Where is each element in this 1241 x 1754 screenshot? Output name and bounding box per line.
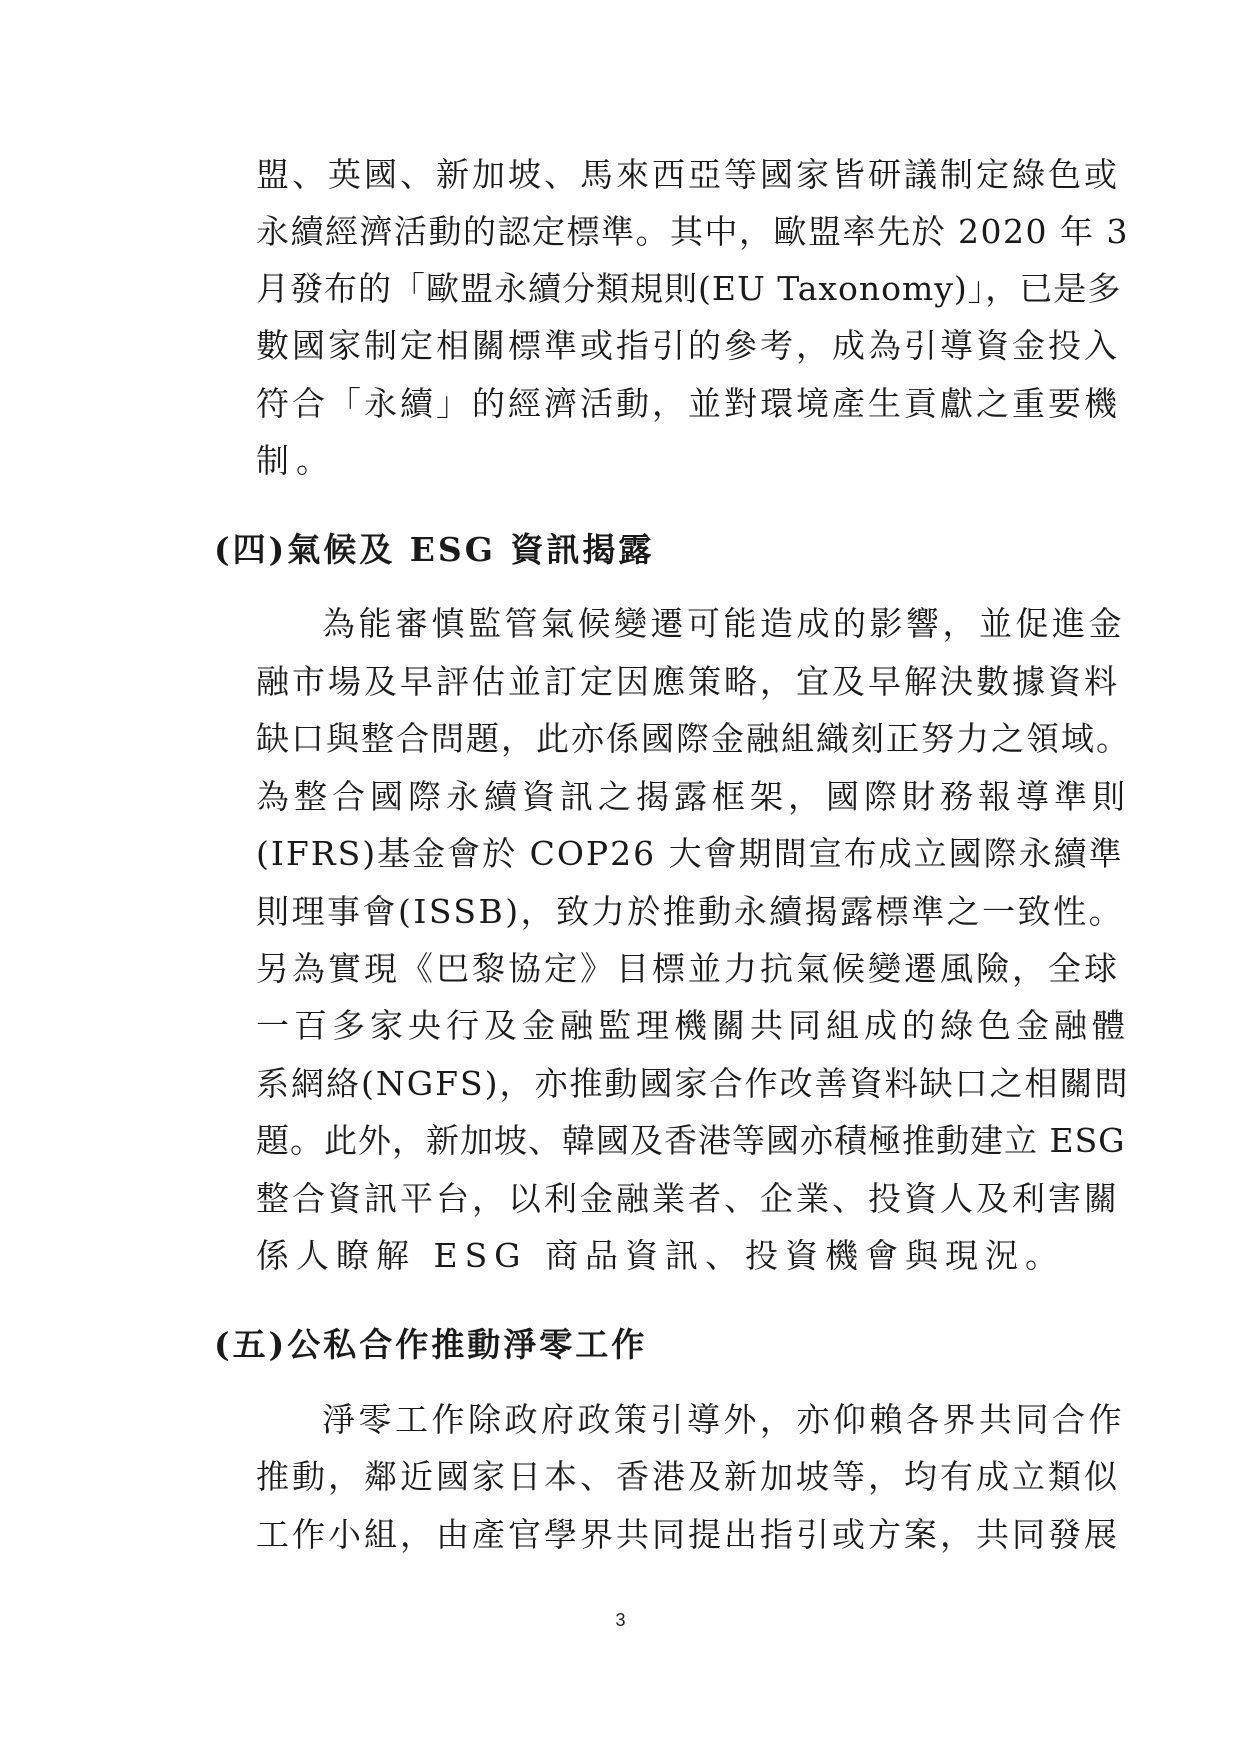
text-line: 永續經濟活動的認定標準。其中，歐盟率先於 2020 年 3 <box>256 212 1129 251</box>
text-line: 數國家制定相關標準或指引的參考，成為引導資金投入 <box>256 326 1120 365</box>
text-line: 系網絡(NGFS)，亦推動國家合作改善資料缺口之相關問 <box>256 1064 1130 1103</box>
text-line: 融市場及早評估並訂定因應策略，宜及早解決數據資料 <box>256 662 1120 701</box>
text-line: 整合資訊平台，以利金融業者、企業、投資人及利害關 <box>256 1179 1120 1218</box>
text-line: 題。此外，新加坡、韓國及香港等國亦積極推動建立 ESG <box>256 1121 1126 1160</box>
section-heading: (四)氣候及 ESG 資訊揭露 <box>214 530 655 569</box>
page-number: 3 <box>615 1610 626 1630</box>
text-line: 淨零工作除政府政策引導外，亦仰賴各界共同合作 <box>322 1400 1125 1439</box>
text-line: 月發布的「歐盟永續分類規則(EU Taxonomy)」，已是多 <box>256 269 1122 308</box>
text-line: 制。 <box>256 441 336 480</box>
text-line: 符合「永續」的經濟活動，並對環境產生貢獻之重要機 <box>256 384 1120 423</box>
text-line: 為整合國際永續資訊之揭露框架，國際財務報導準則 <box>256 777 1130 816</box>
text-line: 推動，鄰近國家日本、香港及新加坡等，均有成立類似 <box>256 1457 1120 1496</box>
text-line: 盟、英國、新加坡、馬來西亞等國家皆研議制定綠色或 <box>256 155 1120 194</box>
text-line: 工作小組，由產官學界共同提出指引或方案，共同發展 <box>256 1515 1120 1554</box>
text-line: (IFRS)基金會於 COP26 大會期間宣布成立國際永續準 <box>256 834 1124 873</box>
text-line: 為能審慎監管氣候變遷可能造成的影響，並促進金 <box>322 604 1125 643</box>
section-heading: (五)公私合作推動淨零工作 <box>214 1325 648 1364</box>
text-line: 缺口與整合問題，此亦係國際金融組織刻正努力之領域。 <box>256 719 1131 758</box>
text-line: 則理事會(ISSB)，致力於推動永續揭露標準之一致性。 <box>256 892 1125 931</box>
text-line: 一百多家央行及金融監理機關共同組成的綠色金融體 <box>256 1006 1130 1045</box>
text-line: 另為實現《巴黎協定》目標並力抗氣候變遷風險，全球 <box>256 949 1120 988</box>
text-line: 係人瞭解 ESG 商品資訊、投資機會與現況。 <box>256 1236 1066 1275</box>
